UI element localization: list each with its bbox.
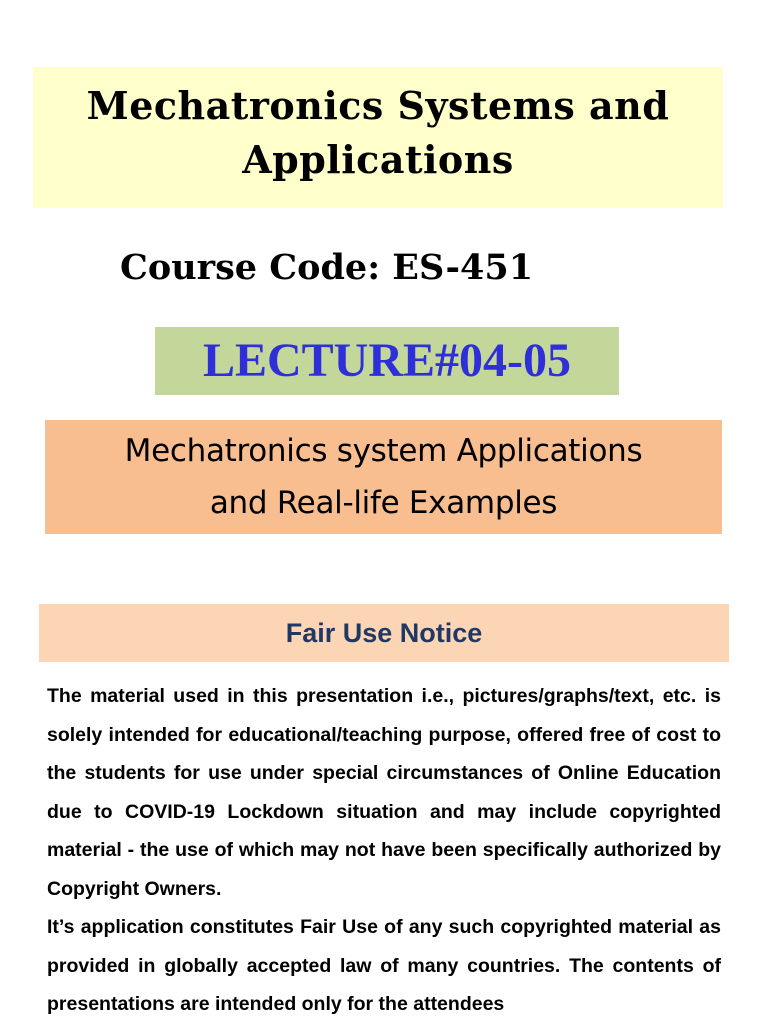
subtitle-line-2: and Real-life Examples xyxy=(209,485,558,521)
notice-paragraph-2: It’s application constitutes Fair Use of any such copyrighted material as provided in globally accepted law of many countries. The contents of presentations are intended only for the attendees xyxy=(47,916,721,1015)
title-box xyxy=(33,67,723,208)
notice-paragraph-1: The material used in this presentation i.e., pictures/graphs/text, etc. is solely intended for educational/teaching purpose, offered free of cost to the students for use under special circumstances of Online Education due to COVID-19 Lockdown situation and may include copyrighted material - the use of which may not have been specifically authorized by Copyright Owners. xyxy=(47,685,721,900)
course-code: Course Code: ES-451 xyxy=(120,247,534,288)
lecture-number: LECTURE#04-05 xyxy=(155,327,619,395)
title-line-1: Mechatronics Systems and xyxy=(86,83,670,128)
subtitle-box xyxy=(45,420,722,534)
fair-use-notice-heading: Fair Use Notice xyxy=(39,604,729,662)
fair-use-notice-body xyxy=(47,677,721,1024)
title-line-2: Applications xyxy=(242,137,514,182)
subtitle-line-1: Mechatronics system Applications xyxy=(124,433,643,469)
